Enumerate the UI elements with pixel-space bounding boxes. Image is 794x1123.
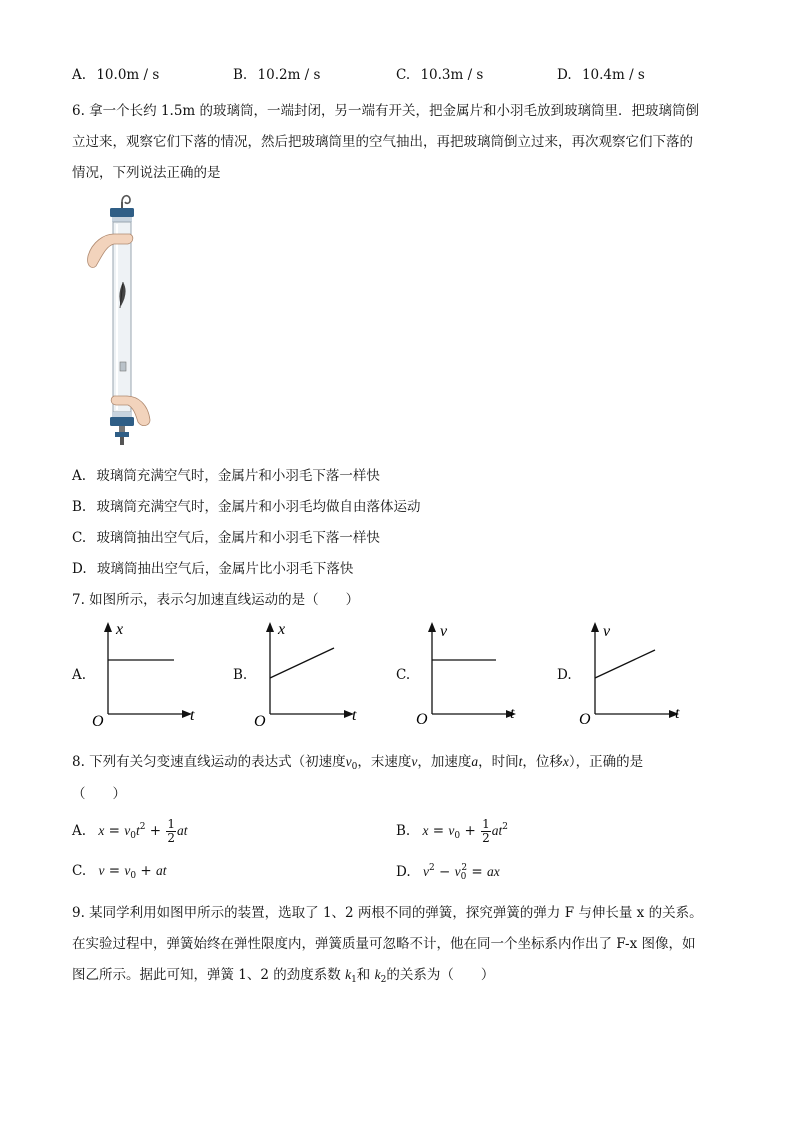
q9-stem-line1: 9. 某同学利用如图甲所示的装置，选取了 1、2 两根不同的弹簧，探究弹簧的弹力 F 与伸长量 x 的关系。 [72,905,703,921]
option-text: 10.0m / s [96,67,160,83]
y-axis-label: x [116,621,124,638]
q7-stem: 7. 如图所示，表示匀加速直线运动的是（ ） [72,592,360,608]
option-key: B. [72,499,87,515]
option-text: 10.2m / s [257,67,321,83]
stem-part: ，位移 [522,754,563,770]
option-text: 玻璃筒充满空气时，金属片和小羽毛均做自由落体运动 [96,499,421,515]
option-key: A. [72,67,87,83]
x-axis-label: t [675,705,680,722]
option-text: 玻璃筒充满空气时，金属片和小羽毛下落一样快 [96,468,380,484]
y-axis-label: x [278,621,286,638]
origin-label: O [416,711,428,728]
stem-part: 8. 下列有关匀变速直线运动的表达式（初速度 [72,754,346,770]
option-key: B. [233,67,248,83]
q7-graph-d [575,618,695,730]
stem-part: ，末速度 [357,754,412,770]
option-key: C. [72,863,87,879]
q5-option-b [233,67,320,83]
x-axis-label: t [190,707,195,724]
x-axis-label: t [510,705,515,722]
option-key: A. [72,468,87,484]
q5-option-c [396,67,483,83]
stem-part: 图乙所示。据此可知，弹簧 1、2 的劲度系数 [72,967,341,983]
q8-option-c [72,863,167,881]
option-key: C. [396,67,411,83]
q8-stem-line1: 8. 下列有关匀变速直线运动的表达式（初速度$v_0$，末速度v，加速度a，时间t，位移x），正确的是 [72,754,644,772]
option-key: B. [396,823,411,839]
q7-option-d-key: D. [557,667,572,683]
q8-option-d [396,863,500,882]
q7-graph-a [88,618,208,730]
q6-option-d [72,557,353,577]
q6-stem-line1: 6. 拿一个长约 1.5m 的玻璃筒，一端封闭，另一端有开关，把金属片和小羽毛放到玻璃筒里．把玻璃筒倒 [72,103,700,119]
y-axis-label: v [440,623,448,640]
q6-option-c [72,526,380,546]
option-key: C. [72,530,87,546]
q5-option-d [557,67,645,83]
x-axis-label: t [352,707,357,724]
q7-graph-b [250,618,370,730]
formula-c: $v = v_0$ + at [98,863,167,881]
option-text: 玻璃筒抽出空气后，金属片和小羽毛下落一样快 [96,530,380,546]
q6-option-b [72,495,421,515]
formula-d: $v^2 - v_0^2$ = ax [422,863,500,882]
q8-option-b [396,818,508,845]
glass-tube-illustration [84,190,154,448]
stem-part: ，时间 [478,754,519,770]
q6-stem-line2: 立过来，观察它们下落的情况，然后把玻璃筒里的空气抽出，再把玻璃筒倒立过来，再次观察它们下落的 [72,134,693,150]
q7-graph-c [412,618,532,730]
stem-part: 的关系为（ ） [386,967,495,983]
q7-option-b-key: B. [233,667,248,683]
q5-option-a [72,67,159,83]
q7-option-a-key: A. [72,667,87,683]
option-text: 10.3m / s [420,67,484,83]
q9-stem-line3: 图乙所示。据此可知，弹簧 1、2 的劲度系数 $k_1$和 $k_2$的关系为（ ） [72,967,495,985]
option-key: A. [72,823,87,839]
q8-option-a [72,818,188,845]
option-text: 10.4m / s [581,67,645,83]
option-key: D. [72,561,87,577]
stem-part: ），正确的是 [568,754,644,770]
stem-part: ，加速度 [417,754,472,770]
origin-label: O [92,713,104,730]
q7-option-c-key: C. [396,667,411,683]
y-axis-label: v [603,623,611,640]
q9-stem-line2: 在实验过程中，弹簧始终在弹性限度内，弹簧质量可忽略不计，他在同一个坐标系内作出了 F-x 图像，如 [72,936,696,952]
formula-a: $x = v_0t^2$ + $\frac{1}{2}$ at [98,817,188,845]
formula-b: $x = v_0$ + $\frac{1}{2}$ $at^2$ [422,817,508,845]
option-text: 玻璃筒抽出空气后，金属片比小羽毛下落快 [96,561,354,577]
q6-stem-line3: 情况，下列说法正确的是 [72,165,221,181]
q6-option-a [72,464,380,484]
origin-label: O [579,711,591,728]
option-key: D. [396,864,411,880]
option-key: D. [557,67,572,83]
origin-label: O [254,713,266,730]
q8-stem-line2: （ ） [72,786,126,802]
stem-part: 和 [356,967,371,983]
